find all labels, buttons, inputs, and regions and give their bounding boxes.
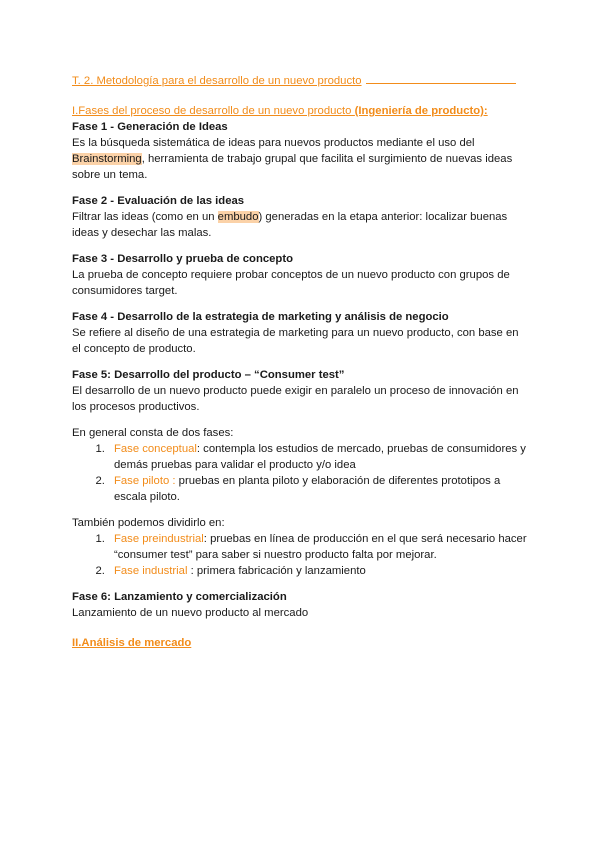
- fase1-text-a: Es la búsqueda sistemática de ideas para nuevos productos mediante el uso del: [72, 137, 475, 149]
- fase1-text-b: , herramienta de trabajo grupal que facilita el surgimiento de nuevas ideas sobre un tema.: [72, 153, 513, 181]
- section-heading-2: II.Análisis de mercado: [72, 637, 192, 649]
- fase2-text: [72, 209, 527, 241]
- embudo-highlight: embudo: [217, 211, 259, 223]
- list-item-text: pruebas en planta piloto y elaboración de diferentes prototipos a escala piloto.: [114, 475, 501, 503]
- document-title: [72, 71, 527, 89]
- title-underline-trail: [366, 71, 516, 84]
- list-item-text: : pruebas en línea de producción en el que será necesario hacer “consumer test” para saber si nuestro producto falta por mejorar.: [114, 533, 527, 561]
- title-text: T. 2. Metodología para el desarrollo de un nuevo producto: [72, 75, 362, 87]
- section-1-note: (Ingeniería de producto):: [354, 105, 488, 117]
- fase1-heading: Fase 1 - Generación de Ideas: [72, 121, 228, 133]
- list-item-text: : contempla los estudios de mercado, pruebas de consumidores y demás pruebas para validar el producto y/o idea: [114, 443, 526, 471]
- list-item-label: Fase industrial: [114, 565, 188, 577]
- fase6-text: Lanzamiento de un nuevo producto al mercado: [72, 607, 309, 619]
- section-heading-1: [72, 103, 527, 119]
- fase5-text: El desarrollo de un nuevo producto puede exigir en paralelo un proceso de innovación en los procesos productivos.: [72, 385, 519, 413]
- list-item-text: : primera fabricación y lanzamiento: [187, 565, 366, 577]
- general-intro: En general consta de dos fases:: [72, 427, 234, 439]
- fase2-text-a: Filtrar las ideas (como en un: [72, 211, 218, 223]
- brainstorming-highlight: Brainstorming: [72, 153, 142, 165]
- fase4-text: Se refiere al diseño de una estrategia de marketing para un nuevo producto, con base en el concepto de producto.: [72, 327, 519, 355]
- fase6-heading: Fase 6: Lanzamiento y comercialización: [72, 591, 287, 603]
- dividir-intro: También podemos dividirlo en:: [72, 517, 225, 529]
- fase4-heading: Fase 4 - Desarrollo de la estrategia de marketing y análisis de negocio: [72, 311, 449, 323]
- dividir-list: [72, 531, 527, 579]
- document-body: [72, 71, 527, 651]
- fase3-heading: Fase 3 - Desarrollo y prueba de concepto: [72, 253, 293, 265]
- general-list: [72, 441, 527, 505]
- list-item: [108, 441, 527, 473]
- list-item-label: Fase conceptual: [114, 443, 197, 455]
- list-item: [108, 473, 527, 505]
- section-1-label: I.Fases del proceso de desarrollo de un nuevo producto: [72, 105, 352, 117]
- fase2-heading: Fase 2 - Evaluación de las ideas: [72, 195, 245, 207]
- fase1-text: [72, 135, 527, 183]
- fase3-text: La prueba de concepto requiere probar conceptos de un nuevo producto con grupos de consumidores target.: [72, 269, 510, 297]
- list-item-label: Fase piloto :: [114, 475, 176, 487]
- fase2-text-b: ) generadas en la etapa anterior: localizar buenas ideas y desechar las malas.: [72, 211, 508, 239]
- list-item-label: Fase preindustrial: [114, 533, 204, 545]
- list-item: [108, 531, 527, 563]
- list-item: [108, 563, 527, 579]
- fase5-heading: Fase 5: Desarrollo del producto – “Consumer test”: [72, 369, 345, 381]
